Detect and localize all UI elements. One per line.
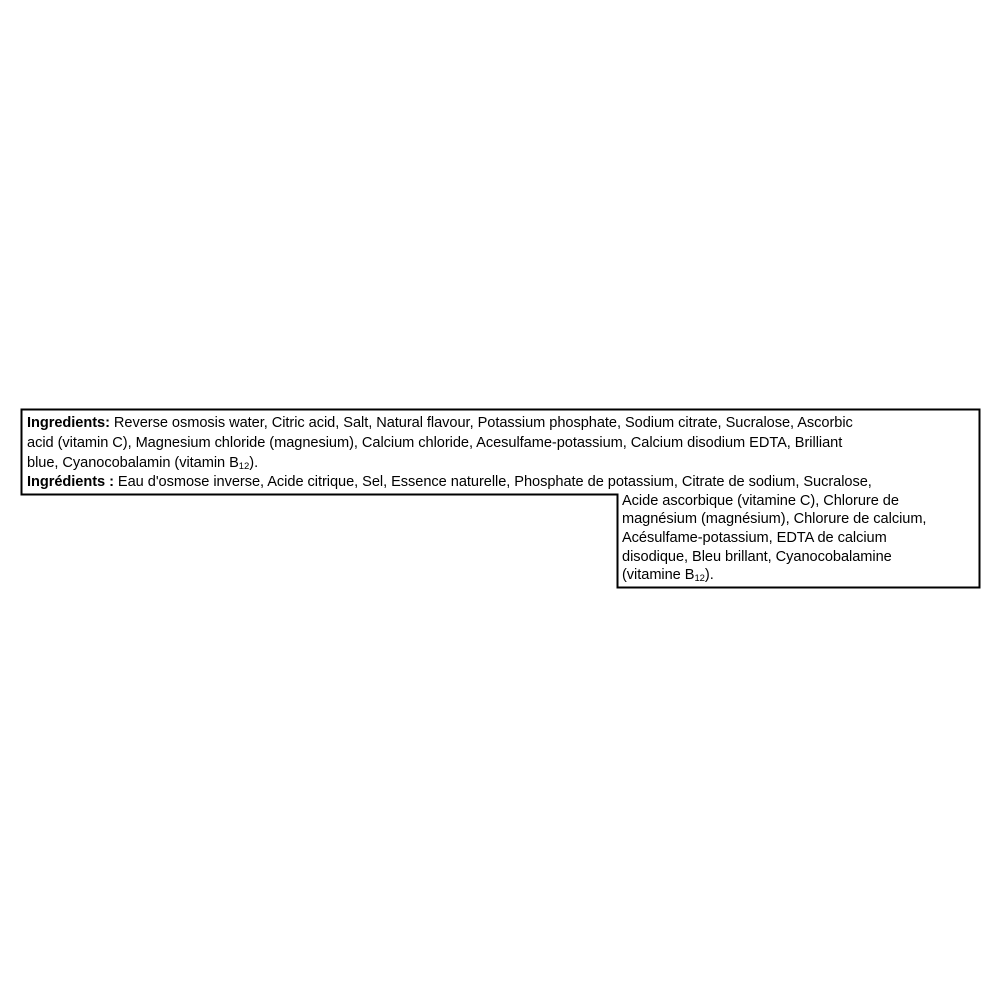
ingredients-fr-text-6: (vitamine B — [622, 567, 695, 583]
ingredients-fr-line-5: disodique, Bleu brillant, Cyanocobalamine — [622, 549, 892, 565]
ingredients-fr-text-6-end: ). — [704, 567, 714, 583]
ingredients-fr-line-4: Acésulfame-potassium, EDTA de calcium — [622, 530, 887, 546]
ingredients-en-heading: Ingredients: — [27, 415, 110, 431]
ingredients-en-text-3: blue, Cyanocobalamin (vitamin B — [27, 455, 239, 471]
ingredients-en-line-1 — [27, 414, 853, 433]
vitamine-b12-subscript: 12 — [694, 573, 705, 584]
ingredients-en-line-3 — [27, 454, 258, 473]
ingredients-en-line-2: acid (vitamin C), Magnesium chloride (magnesium), Calcium chloride, Acesulfame-potassium, Calcium disodium EDTA, Brilliant — [27, 435, 843, 451]
ingredients-fr-line-2: Acide ascorbique (vitamine C), Chlorure de — [622, 493, 899, 509]
ingredients-fr-heading: Ingrédients : — [27, 474, 114, 490]
ingredients-en-text-3-end: ). — [249, 455, 259, 471]
ingredients-fr-line-6 — [622, 566, 714, 585]
ingredients-fr-text-1: Eau d'osmose inverse, Acide citrique, Sel, Essence naturelle, Phosphate de potassium, Citrate de sodium, Sucralose, — [113, 474, 872, 490]
vitamin-b12-subscript: 12 — [238, 461, 250, 472]
ingredients-fr-line-1 — [27, 473, 872, 492]
ingredients-fr-line-3: magnésium (magnésium), Chlorure de calcium, — [622, 511, 927, 527]
ingredients-en-text-1: Reverse osmosis water, Citric acid, Salt, Natural flavour, Potassium phosphate, Sodium citrate, Sucralose, Ascorbic — [109, 415, 853, 431]
